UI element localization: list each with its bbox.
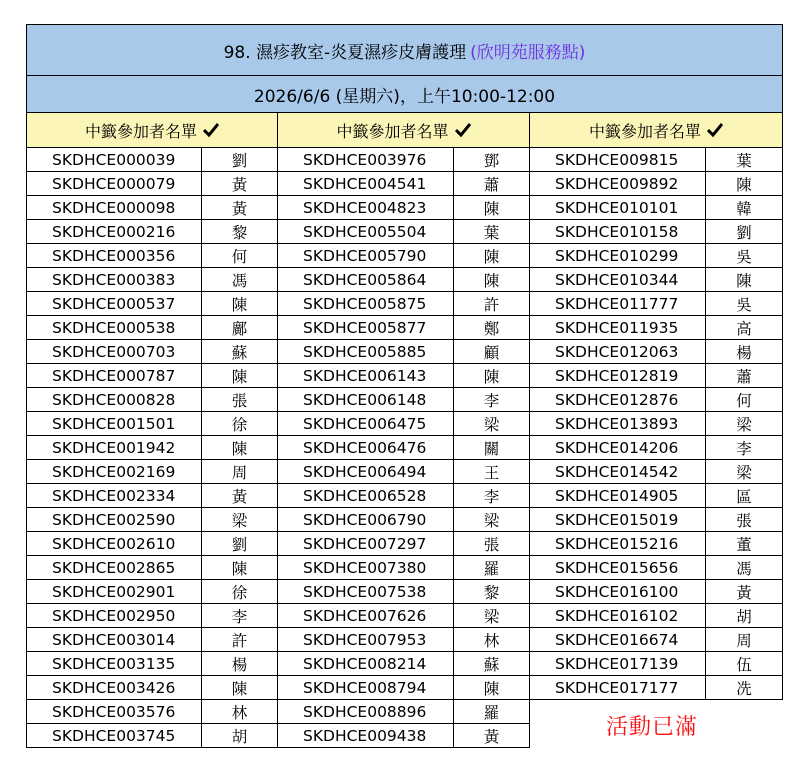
participant-id: SKDHCE016100 [530,580,706,604]
participant-id: SKDHCE005875 [278,292,454,316]
participant-surname: 劉 [706,220,783,244]
participant-id: SKDHCE002610 [26,532,202,556]
participant-id: SKDHCE006475 [278,412,454,436]
table-row [278,628,530,652]
table-row [278,364,530,388]
participant-surname: 葉 [454,220,530,244]
participant-surname: 張 [454,532,530,556]
participant-surname: 冼 [706,676,783,700]
participant-surname: 葉 [706,148,783,172]
participant-surname: 梁 [454,604,530,628]
participant-surname: 馮 [706,556,783,580]
participant-surname: 陳 [706,172,783,196]
participant-surname: 徐 [202,580,278,604]
participant-surname: 陳 [454,676,530,700]
table-row [26,676,278,700]
participant-surname: 李 [454,484,530,508]
participant-surname: 高 [706,316,783,340]
participant-surname: 林 [454,628,530,652]
table-row [26,556,278,580]
table-row [26,196,278,220]
participant-id: SKDHCE007297 [278,532,454,556]
table-row [26,508,278,532]
table-row [530,628,783,652]
participant-surname: 吳 [706,292,783,316]
participant-id: SKDHCE002901 [26,580,202,604]
table-row [530,268,783,292]
participant-id: SKDHCE002590 [26,508,202,532]
participant-surname: 胡 [706,604,783,628]
event-title-main: 98. 濕疹教室-炎夏濕疹皮膚護理 [223,42,467,63]
participant-id: SKDHCE016102 [530,604,706,628]
participant-surname: 黎 [454,580,530,604]
event-title-location: (欣明苑服務點) [470,42,586,63]
participant-id: SKDHCE002950 [26,604,202,628]
participant-surname: 黎 [202,220,278,244]
participant-surname: 陳 [202,436,278,460]
participant-surname: 李 [454,388,530,412]
participant-id: SKDHCE006528 [278,484,454,508]
participant-id: SKDHCE014905 [530,484,706,508]
table-row [26,532,278,556]
participant-id: SKDHCE005885 [278,340,454,364]
table-row [278,292,530,316]
participant-surname: 許 [454,292,530,316]
participant-surname: 劉 [202,148,278,172]
participant-id: SKDHCE010344 [530,268,706,292]
table-row [530,508,783,532]
participant-surname: 梁 [706,412,783,436]
participant-id: SKDHCE000537 [26,292,202,316]
participant-id: SKDHCE000039 [26,148,202,172]
participant-surname: 楊 [202,652,278,676]
check-mark-icon [707,123,723,137]
table-row [278,460,530,484]
event-date: 2026/6/6 (星期六)，上午10:00-12:00 [26,76,783,113]
table-row [26,316,278,340]
participant-id: SKDHCE003745 [26,724,202,748]
check-mark-icon [203,123,219,137]
participant-id: SKDHCE005790 [278,244,454,268]
participant-id: SKDHCE017177 [530,676,706,700]
table-row [278,244,530,268]
participant-surname: 黃 [202,484,278,508]
participant-surname: 蘇 [202,340,278,364]
participant-surname: 楊 [706,340,783,364]
participant-id: SKDHCE010299 [530,244,706,268]
table-row [530,172,783,196]
participant-surname: 鄺 [202,316,278,340]
participant-surname: 黃 [202,172,278,196]
column-header-label: 中籤參加者名單 [588,121,701,141]
table-row [530,436,783,460]
participant-id: SKDHCE005864 [278,268,454,292]
participant-id: SKDHCE000787 [26,364,202,388]
participant-id: SKDHCE012876 [530,388,706,412]
participant-surname: 韓 [706,196,783,220]
table-row [278,340,530,364]
table-row [530,364,783,388]
participant-surname: 羅 [454,556,530,580]
participant-id: SKDHCE000703 [26,340,202,364]
participant-surname: 何 [706,388,783,412]
table-row [26,364,278,388]
table-row [530,316,783,340]
participant-id: SKDHCE009892 [530,172,706,196]
table-row [26,460,278,484]
participant-surname: 胡 [202,724,278,748]
participant-id: SKDHCE008214 [278,652,454,676]
table-row [278,148,530,172]
participant-id: SKDHCE008794 [278,676,454,700]
participant-id: SKDHCE009438 [278,724,454,748]
participant-surname: 馮 [202,268,278,292]
participant-id: SKDHCE000356 [26,244,202,268]
participant-id: SKDHCE014206 [530,436,706,460]
participant-surname: 梁 [706,460,783,484]
participant-surname: 陳 [454,244,530,268]
participant-id: SKDHCE013893 [530,412,706,436]
participant-id: SKDHCE000383 [26,268,202,292]
table-row [26,700,278,724]
table-row [278,556,530,580]
table-row [26,436,278,460]
table-row [278,412,530,436]
participant-id: SKDHCE003576 [26,700,202,724]
participant-column-1 [26,148,278,748]
participant-surname: 黃 [454,724,530,748]
table-row [26,220,278,244]
column-header-label: 中籤參加者名單 [84,121,197,141]
participant-id: SKDHCE012063 [530,340,706,364]
participant-id: SKDHCE012819 [530,364,706,388]
table-row [26,628,278,652]
table-row [530,244,783,268]
participant-id: SKDHCE016674 [530,628,706,652]
table-row [530,292,783,316]
table-row [278,268,530,292]
participant-id: SKDHCE015216 [530,532,706,556]
participant-surname: 區 [706,484,783,508]
table-row [26,244,278,268]
participant-surname: 周 [706,628,783,652]
participant-surname: 劉 [202,532,278,556]
participant-surname: 林 [202,700,278,724]
participant-id: SKDHCE001501 [26,412,202,436]
table-row [26,292,278,316]
table-row [26,724,278,748]
participant-column-3 [530,148,783,748]
participant-id: SKDHCE006143 [278,364,454,388]
participant-id: SKDHCE005877 [278,316,454,340]
participant-surname: 陳 [202,364,278,388]
participant-id: SKDHCE007626 [278,604,454,628]
participant-id: SKDHCE000079 [26,172,202,196]
table-row [278,484,530,508]
table-row [278,508,530,532]
table-row [278,388,530,412]
status-full-label: 活動已滿 [606,715,699,740]
table-row [530,460,783,484]
table-row [26,652,278,676]
participant-id: SKDHCE002865 [26,556,202,580]
participant-id: SKDHCE001942 [26,436,202,460]
table-row [278,580,530,604]
table-row [278,532,530,556]
table-row [278,196,530,220]
table-row [278,172,530,196]
participant-id: SKDHCE010158 [530,220,706,244]
participant-surname: 徐 [202,412,278,436]
participant-id: SKDHCE009815 [530,148,706,172]
participant-id: SKDHCE011935 [530,316,706,340]
participant-id: SKDHCE011777 [530,292,706,316]
table-row [530,604,783,628]
participant-id: SKDHCE007953 [278,628,454,652]
participant-columns [26,148,783,748]
participant-column-2 [278,148,530,748]
column-header-label: 中籤參加者名單 [336,121,449,141]
table-row [278,316,530,340]
participant-surname: 董 [706,532,783,556]
table-row [530,196,783,220]
participant-id: SKDHCE005504 [278,220,454,244]
table-row [26,340,278,364]
participant-id: SKDHCE000216 [26,220,202,244]
participant-id: SKDHCE017139 [530,652,706,676]
table-row [26,268,278,292]
column-header-2 [278,113,530,148]
table-row [26,388,278,412]
participant-list-sheet [26,24,783,748]
participant-surname: 蕭 [454,172,530,196]
participant-surname: 鄭 [454,316,530,340]
participant-surname: 許 [202,628,278,652]
table-row [278,604,530,628]
table-row [530,340,783,364]
participant-surname: 鄧 [454,148,530,172]
participant-surname: 王 [454,460,530,484]
participant-id: SKDHCE000828 [26,388,202,412]
table-row [278,676,530,700]
participant-surname: 關 [454,436,530,460]
participant-id: SKDHCE007380 [278,556,454,580]
participant-surname: 李 [706,436,783,460]
table-row [26,148,278,172]
participant-surname: 陳 [454,268,530,292]
table-row [26,604,278,628]
table-row [278,700,530,724]
participant-id: SKDHCE000538 [26,316,202,340]
table-row [278,436,530,460]
table-row [530,652,783,676]
column-header-1 [26,113,278,148]
participant-id: SKDHCE007538 [278,580,454,604]
event-title [26,24,783,76]
participant-id: SKDHCE002169 [26,460,202,484]
participant-id: SKDHCE006494 [278,460,454,484]
participant-surname: 陳 [202,676,278,700]
participant-surname: 蘇 [454,652,530,676]
participant-surname: 李 [202,604,278,628]
participant-surname: 黃 [706,580,783,604]
participant-id: SKDHCE000098 [26,196,202,220]
participant-id: SKDHCE006476 [278,436,454,460]
participant-id: SKDHCE008896 [278,700,454,724]
participant-surname: 吳 [706,244,783,268]
table-row [278,652,530,676]
table-row [530,484,783,508]
participant-surname: 陳 [202,292,278,316]
participant-surname: 伍 [706,652,783,676]
table-row [530,148,783,172]
participant-surname: 周 [202,460,278,484]
participant-surname: 顧 [454,340,530,364]
table-row [530,532,783,556]
table-row [278,220,530,244]
participant-id: SKDHCE003976 [278,148,454,172]
participant-id: SKDHCE015019 [530,508,706,532]
participant-id: SKDHCE010101 [530,196,706,220]
participant-id: SKDHCE004541 [278,172,454,196]
table-row [26,580,278,604]
participant-surname: 何 [202,244,278,268]
participant-surname: 陳 [706,268,783,292]
participant-surname: 梁 [454,412,530,436]
table-row [26,412,278,436]
table-row [530,580,783,604]
participant-id: SKDHCE006790 [278,508,454,532]
participant-surname: 張 [202,388,278,412]
table-row [530,676,783,700]
participant-surname: 羅 [454,700,530,724]
participant-id: SKDHCE006148 [278,388,454,412]
check-mark-icon [455,123,471,137]
participant-id: SKDHCE015656 [530,556,706,580]
participant-surname: 梁 [454,508,530,532]
column-header-3 [530,113,783,148]
table-row [530,220,783,244]
participant-id: SKDHCE002334 [26,484,202,508]
table-row [26,172,278,196]
participant-surname: 陳 [454,196,530,220]
table-row [530,556,783,580]
participant-id: SKDHCE003135 [26,652,202,676]
participant-surname: 陳 [202,556,278,580]
table-row [26,484,278,508]
participant-id: SKDHCE004823 [278,196,454,220]
table-row [530,412,783,436]
table-row [278,724,530,748]
table-row [530,388,783,412]
participant-id: SKDHCE003014 [26,628,202,652]
participant-surname: 梁 [202,508,278,532]
participant-id: SKDHCE014542 [530,460,706,484]
participant-surname: 蕭 [706,364,783,388]
header-row [26,113,783,148]
participant-id: SKDHCE003426 [26,676,202,700]
participant-surname: 陳 [454,364,530,388]
participant-surname: 張 [706,508,783,532]
participant-surname: 黃 [202,196,278,220]
